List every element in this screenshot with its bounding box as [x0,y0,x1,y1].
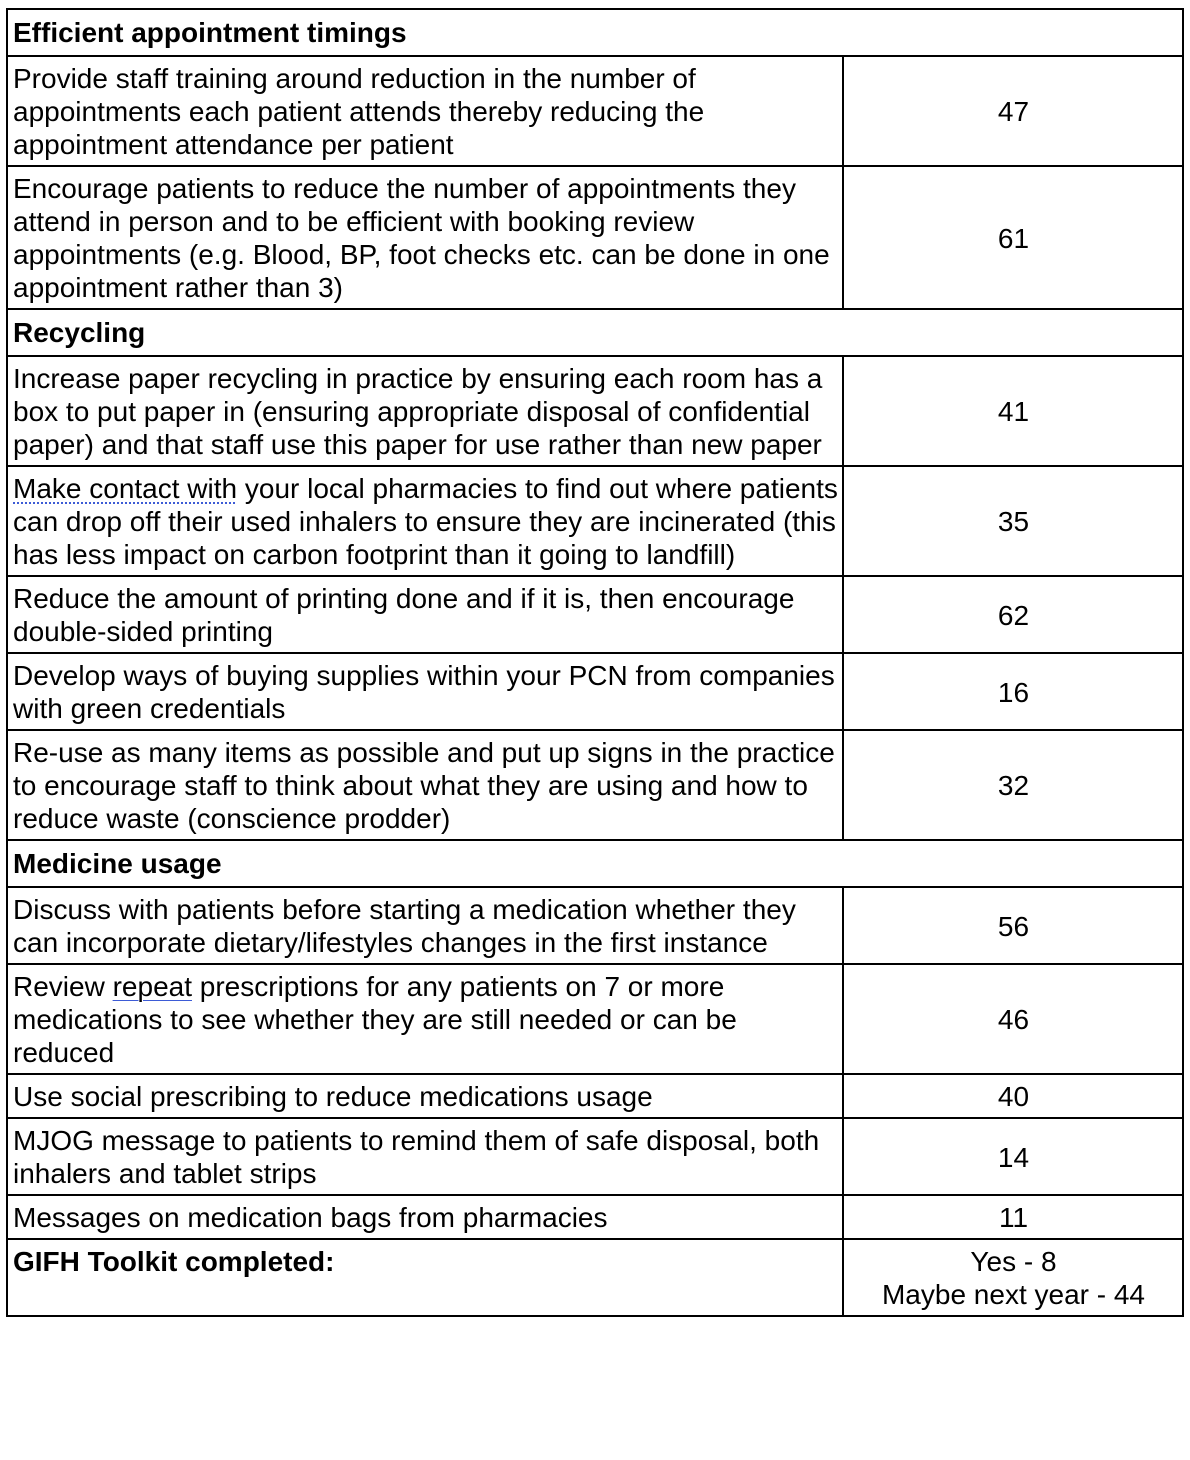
action-count: 32 [843,730,1183,840]
action-text: Develop ways of buying supplies within your PCN from companies with green credentials [7,653,843,730]
table-row [7,576,1183,653]
action-text: Encourage patients to reduce the number of appointments they attend in person and to be efficient with booking review appointments (e.g. Blood, BP, foot checks etc. can be done in one appointment rather than 3) [7,166,843,309]
table-row [7,653,1183,730]
action-text: Re-use as many items as possible and put up signs in the practice to encourage staff to think about what they are using and how to reduce waste (conscience prodder) [7,730,843,840]
section-header-row [7,309,1183,356]
action-text: Discuss with patients before starting a medication whether they can incorporate dietary/lifestyles changes in the first instance [7,887,843,964]
table-row [7,730,1183,840]
section-title: Efficient appointment timings [7,9,1183,56]
action-text-rest: prescriptions for any patients on 7 or more medications to see whether they are still needed or can be reduced [13,971,737,1068]
action-count: 47 [843,56,1183,166]
toolkit-yes: Yes - 8 [970,1246,1057,1277]
table-row [7,356,1183,466]
section-title: Recycling [7,309,1183,356]
toolkit-maybe: Maybe next year - 44 [881,1279,1146,1310]
action-count: 41 [843,356,1183,466]
toolkit-row [7,1239,1183,1316]
section-title: Medicine usage [7,840,1183,887]
action-text: Reduce the amount of printing done and if it is, then encourage double-sided printing [7,576,843,653]
action-text: Increase paper recycling in practice by ensuring each room has a box to put paper in (ensuring appropriate disposal of confidential paper) and that staff use this paper for use rather than new paper [7,356,843,466]
section-header-row [7,9,1183,56]
action-text-start: Review [13,971,113,1002]
toolkit-results [843,1239,1183,1316]
table-row [7,1118,1183,1195]
action-text: Provide staff training around reduction in the number of appointments each patient attends thereby reducing the appointment attendance per patient [7,56,843,166]
action-count: 46 [843,964,1183,1074]
action-text: Messages on medication bags from pharmacies [7,1195,843,1239]
action-text [7,466,843,576]
action-count: 56 [843,887,1183,964]
action-count: 62 [843,576,1183,653]
action-text: Use social prescribing to reduce medications usage [7,1074,843,1118]
action-count: 40 [843,1074,1183,1118]
action-text: MJOG message to patients to remind them of safe disposal, both inhalers and tablet strips [7,1118,843,1195]
table-row [7,56,1183,166]
toolkit-label: GIFH Toolkit completed: [7,1239,843,1316]
table-row [7,1195,1183,1239]
action-text [7,964,843,1074]
action-count: 16 [843,653,1183,730]
table-row [7,466,1183,576]
actions-table [6,8,1184,1317]
action-count: 14 [843,1118,1183,1195]
action-count: 61 [843,166,1183,309]
section-header-row [7,840,1183,887]
table-row [7,1074,1183,1118]
action-text-rest: your local pharmacies to find out where patients can drop off their used inhalers to ensure they are incinerated (this has less impact on carbon footprint than it going to landfill) [13,473,838,570]
table-row [7,166,1183,309]
table-row [7,887,1183,964]
table-row [7,964,1183,1074]
spellcheck-marked-text: repeat [112,971,192,1002]
action-count: 35 [843,466,1183,576]
action-count: 11 [843,1195,1183,1239]
spellcheck-marked-text: Make contact with [13,473,238,504]
